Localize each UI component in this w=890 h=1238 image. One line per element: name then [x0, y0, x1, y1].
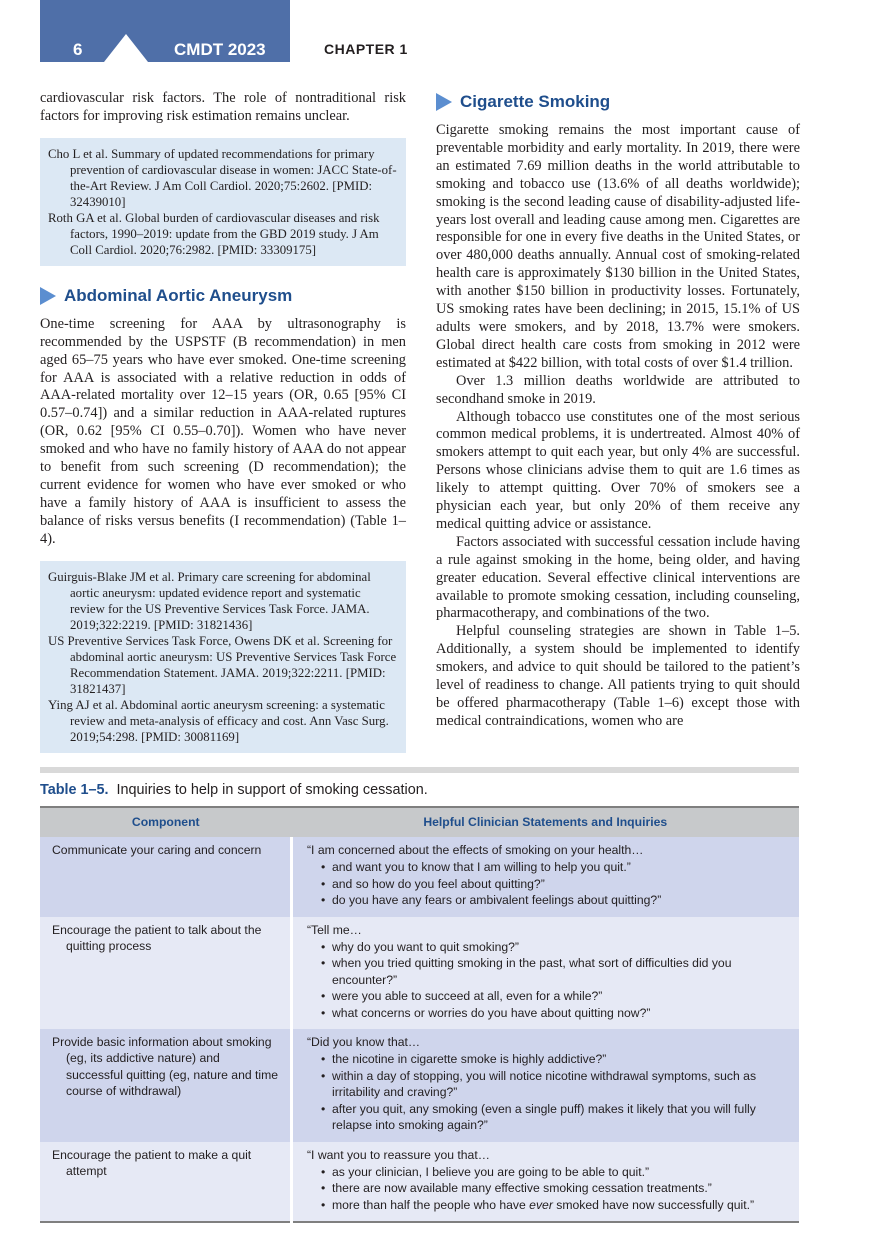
left-column [40, 90, 406, 753]
body-paragraph: Although tobacco use constitutes one of the most serious common medical problems, it is undertreated. Almost 40% of smokers attempt to quit each year, but only 4% are successful. Persons whose clinicians advise them to quit are 1.6 times as likely to attempt quitting. Over 70% of smokers see a physician each year, but only 20% of them receive any medical quitting advice or assistance. [436, 408, 800, 532]
component-cell: Encourage the patient to make a quit attempt [52, 1147, 252, 1178]
statement-lead: “Tell me… [307, 922, 362, 937]
statement-list [307, 859, 789, 908]
reference-item: Ying AJ et al. Abdominal aortic aneurysm screening: a systematic review and meta-analysis of efficacy and cost. Ann Vasc Surg. 2019;54:298. [PMID: 30081169] [48, 697, 389, 744]
statement-bullet: • and want you to know that I am willing to help you quit.” [321, 859, 789, 875]
right-column [436, 90, 800, 731]
chapter-label: CHAPTER 1 [324, 41, 408, 57]
table-1-5 [40, 767, 799, 1223]
statement-bullet: • what concerns or worries do you have about quitting now?” [321, 1005, 789, 1021]
statement-bullet: • do you have any fears or ambivalent feelings about quitting?” [321, 892, 789, 908]
emphasis-text: ever [529, 1197, 553, 1212]
statement-bullet: • why do you want to quit smoking?” [321, 939, 789, 955]
statement-bullet: • as your clinician, I believe you are going to be able to quit.” [321, 1164, 789, 1180]
references-box-1 [40, 138, 406, 266]
body-paragraph: Factors associated with successful cessation include having a rule against smoking in the home, being older, and having greater education. Several effective clinical interventions are available to promote smoking cessation, including counseling, pharmacotherapy, and combinations of the two. [436, 533, 800, 622]
statement-lead: “Did you know that… [307, 1035, 421, 1050]
table-caption [40, 782, 799, 798]
component-cell: Encourage the patient to talk about the quitting process [52, 922, 262, 954]
table-row [40, 917, 799, 1029]
aaa-paragraph: One-time screening for AAA by ultrasonography is recommended by the USPSTF (B recommendation) in men aged 65–75 years who have ever smoked. One-time screening for AAA is associated with a relative reduction in odds of AAA-related mortality over 12–15 years (OR, 0.65 [95% CI 0.57–0.74]) and a similar reduction in AAA-related ruptures (OR, 0.62 [95% CI 0.55–0.70]). Women who have never smoked and who have no family history of AAA do not appear to benefit from such screening (D recommendation); the current evidence for women who have ever smoked or who have a family history of AAA is insufficient to assess the balance of risks versus benefits (I recommendation) (Table 1–4). [40, 315, 406, 547]
statement-bullet: • within a day of stopping, you will notice nicotine withdrawal symptoms, such as irritability and craving?” [321, 1068, 789, 1101]
statement-bullet: • after you quit, any smoking (even a single puff) makes it likely that you will fully relapse into smoking again?” [321, 1101, 789, 1134]
column-header-statements: Helpful Clinician Statements and Inquiries [292, 807, 800, 837]
body-paragraph: Helpful counseling strategies are shown in Table 1–5. Additionally, a system should be implemented to identify smokers, and advice to quit should be tailored to the patient’s level of readiness to change. All patients trying to quit should be offered pharmacotherapy (Table 1–6) except those with medical contraindications, women who are [436, 623, 800, 729]
section-arrow-icon [436, 93, 452, 111]
reference-item: Roth GA et al. Global burden of cardiovascular diseases and risk factors, 1990–2019: update from the GBD 2019 study. J Am Coll Cardiol. 2020;76:2982. [PMID: 33309175] [48, 210, 380, 257]
section-heading-aaa [40, 284, 406, 308]
reference-item: Cho L et al. Summary of updated recommendations for primary prevention of cardiovascular disease in women: JACC State-of-the-Art Review. J Am Coll Cardiol. 2020;75:2602. [PMID: 32439010] [48, 146, 397, 209]
table-row [40, 1029, 799, 1141]
body-paragraph: Over 1.3 million deaths worldwide are attributed to secondhand smoke in 2019. [436, 372, 800, 407]
statement-bullet: • the nicotine in cigarette smoke is highly addictive?” [321, 1051, 789, 1067]
statement-lead: “I am concerned about the effects of smoking on your health… [307, 843, 644, 857]
section-heading-text: Abdominal Aortic Aneurysm [64, 285, 293, 305]
references-box-2 [40, 561, 406, 753]
column-header-component: Component [40, 807, 292, 837]
intro-paragraph: cardiovascular risk factors. The role of nontraditional risk factors for improving risk estimation remains unclear. [40, 90, 406, 124]
header-notch [104, 34, 148, 62]
component-cell: Communicate your caring and concern [52, 843, 262, 857]
component-cell: Provide basic information about smoking (eg, its addictive nature) and successful quitting (eg, nature and time course of withdrawal) [52, 1035, 279, 1099]
reference-item: US Preventive Services Task Force, Owens DK et al. Screening for abdominal aortic aneurysm: US Preventive Services Task Force Recommendation Statement. JAMA. 2019;322:2211. [PMID: 31821437] [48, 633, 397, 696]
table-label: Table 1–5. [40, 782, 109, 798]
section-heading-smoking [436, 90, 800, 114]
body-paragraph: Cigarette smoking remains the most important cause of preventable morbidity and early mortality. In 2019, there were an estimated 7.69 million deaths in the world attributable to smoking and tobacco use (13.6% of all deaths worldwide); smoking is the second leading cause of disability-adjusted life-years lost overall and leading cause among men. Cigarettes are responsible for one in every five deaths in the United States, or over 480,000 deaths annually. Annual cost of smoking-related health care is approximately $130 billion in the United States, with another $150 billion in productivity losses. Fortunately, US smoking rates have been declining; in 2015, 15.1% of US adults were smokers, and by 2018, 13.7% were smokers. Global direct health care costs from smoking in 2012 were estimated at $422 billion, with total costs of over $1.4 trillion. [436, 122, 800, 371]
table-row [40, 837, 799, 917]
table-top-rule [40, 767, 799, 773]
statement-bullet [321, 1197, 789, 1213]
statement-bullet: • when you tried quitting smoking in the past, what sort of difficulties did you encounter?” [321, 955, 789, 988]
statement-list [307, 1164, 789, 1213]
inquiries-table [40, 806, 799, 1223]
table-row [40, 1142, 799, 1223]
bullet-text: smoked have now successfully quit.” [552, 1197, 755, 1212]
section-heading-text: Cigarette Smoking [460, 92, 611, 112]
table-caption-text: Inquiries to help in support of smoking cessation. [116, 782, 428, 798]
statement-bullet: • and so how do you feel about quitting?” [321, 876, 789, 892]
book-title: CMDT 2023 [174, 40, 266, 59]
bullet-text: more than half the people who have [332, 1197, 530, 1212]
statement-bullet: • were you able to succeed at all, even for a while?” [321, 988, 789, 1004]
statement-list [307, 939, 789, 1021]
statement-lead: “I want you to reassure you that… [307, 1147, 490, 1162]
statement-list [307, 1051, 789, 1133]
reference-item: Guirguis-Blake JM et al. Primary care screening for abdominal aortic aneurysm: updated evidence report and systematic review for the US Preventive Services Task Force. JAMA. 2019;322:2219. [PMID: 31821436] [48, 569, 371, 632]
page-number: 6 [73, 40, 83, 59]
statement-bullet: • there are now available many effective smoking cessation treatments.” [321, 1180, 789, 1196]
section-arrow-icon [40, 287, 56, 305]
